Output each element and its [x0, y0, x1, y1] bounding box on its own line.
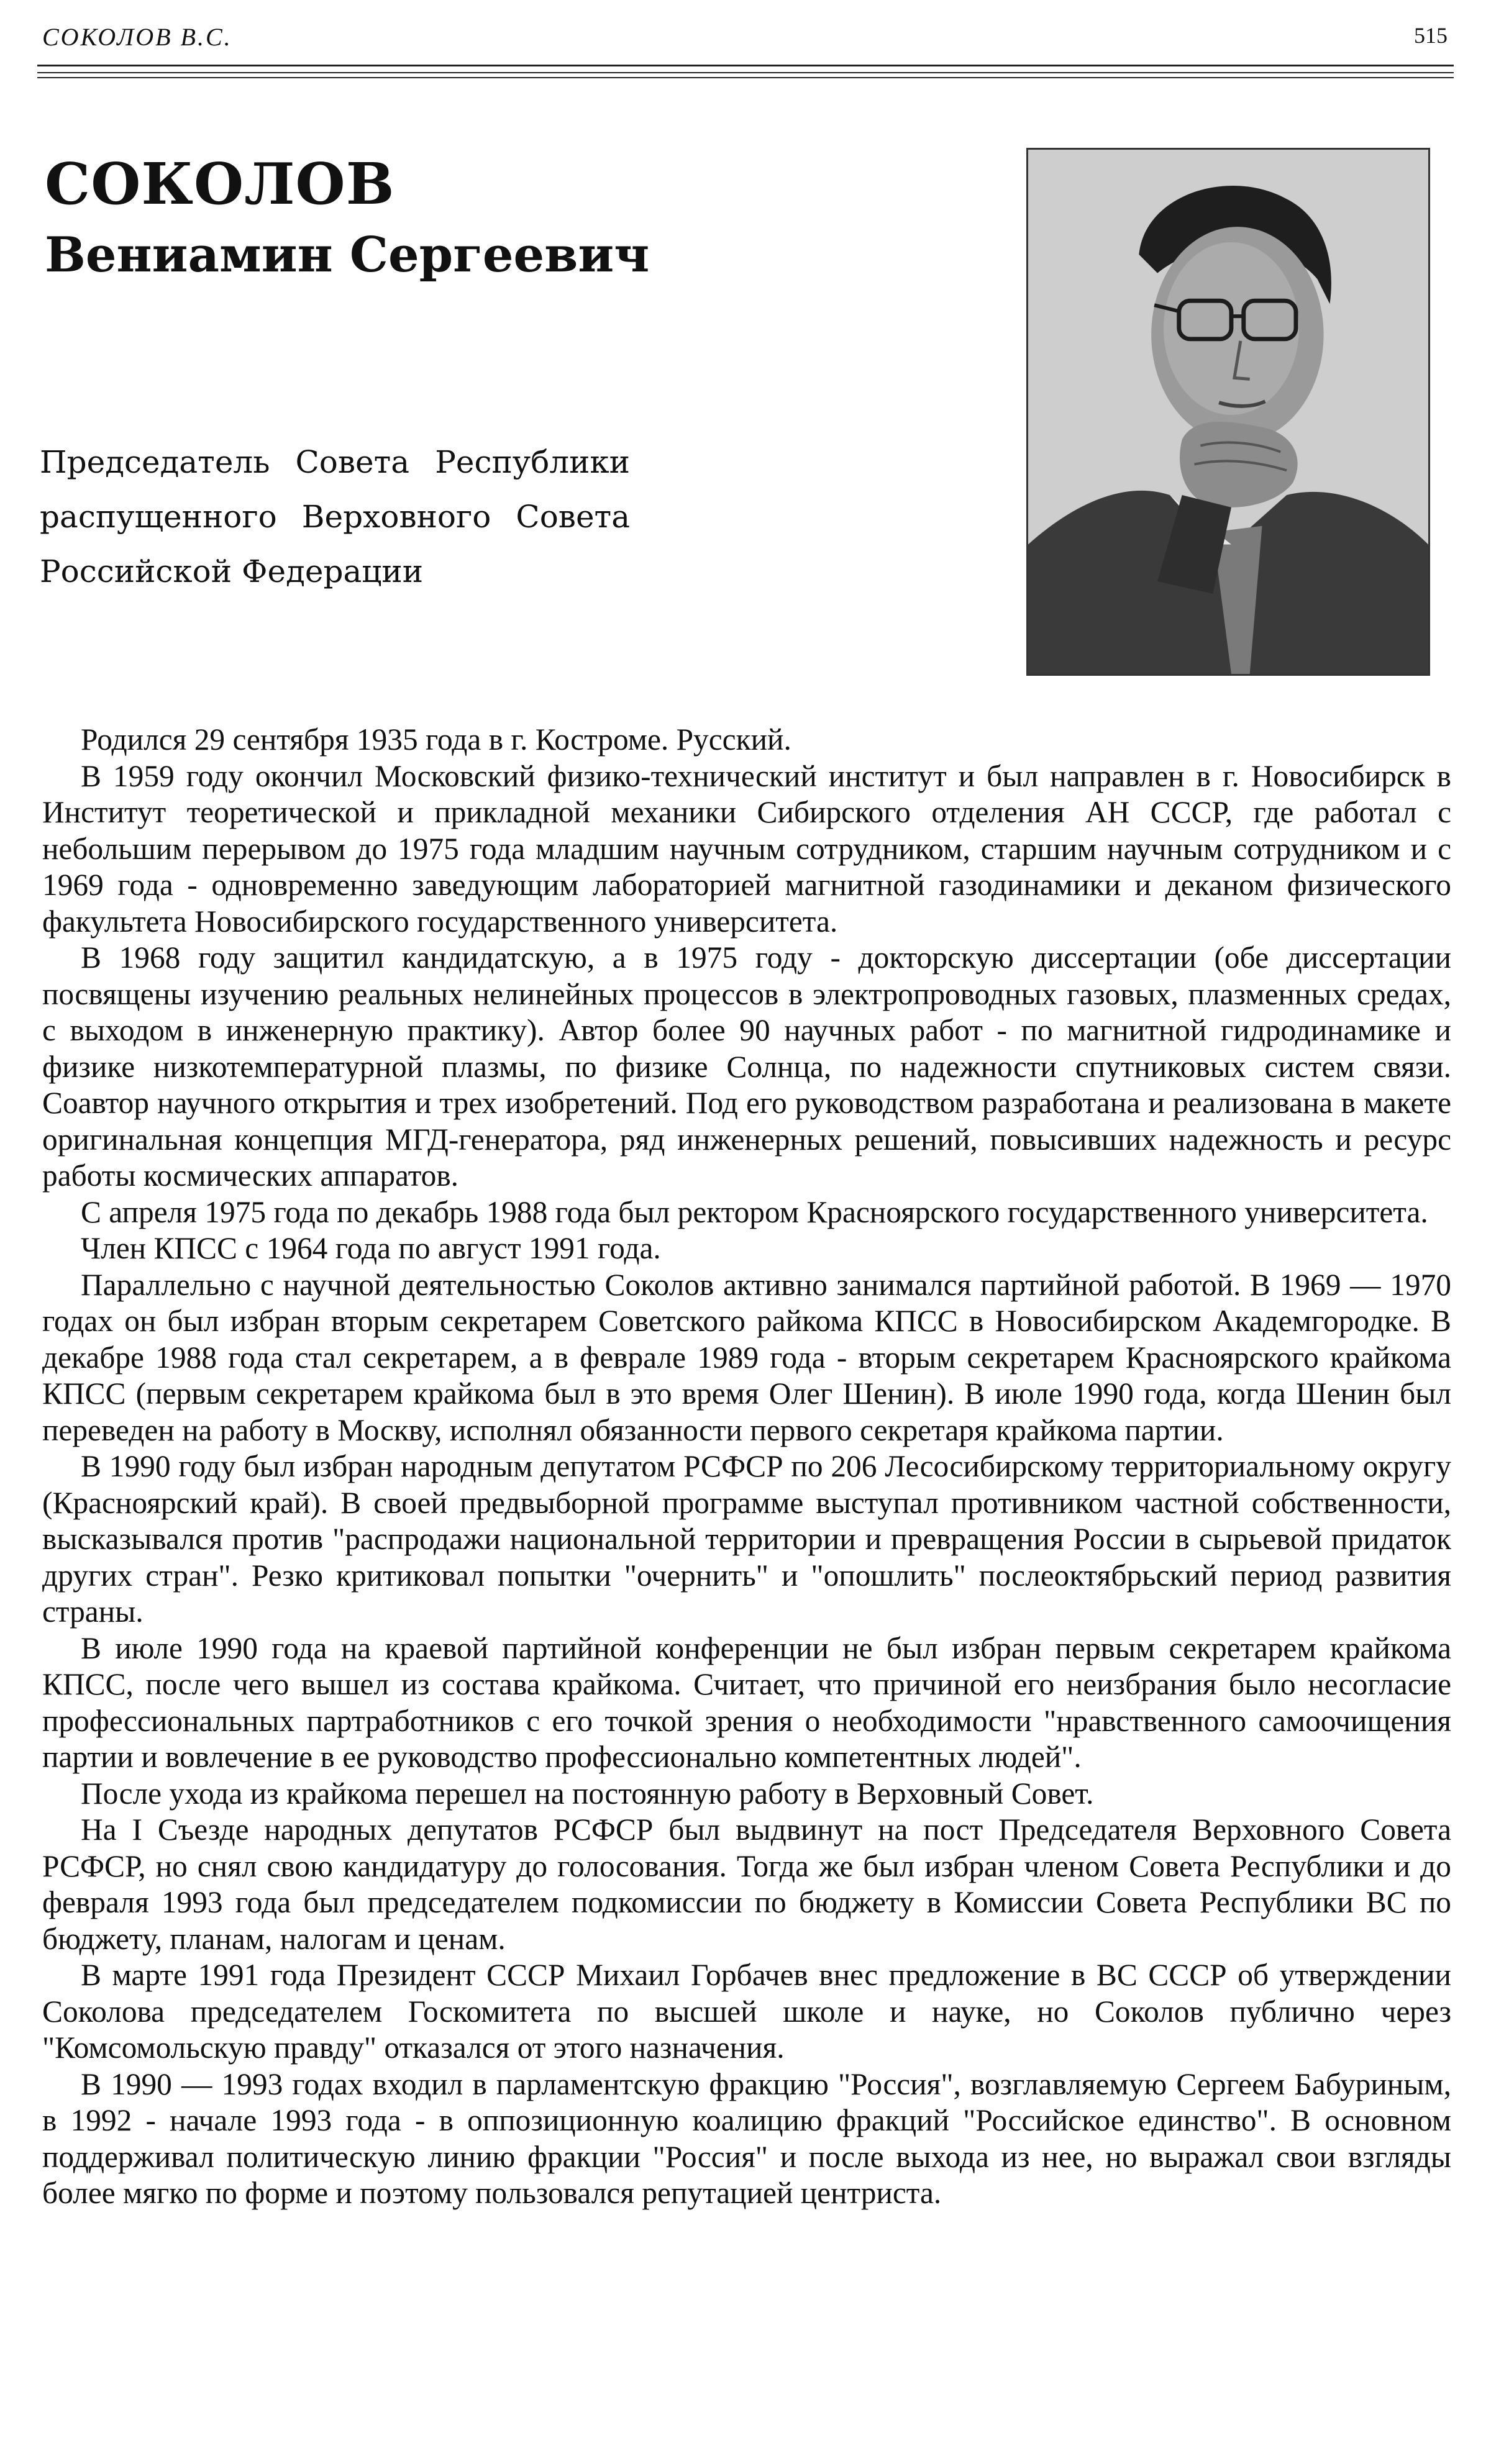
- portrait-illustration: [1028, 150, 1428, 674]
- person-surname: СОКОЛОВ: [45, 150, 395, 217]
- header-rule: [37, 77, 1454, 78]
- header-rule: [37, 65, 1454, 66]
- biography-text: [42, 722, 1451, 2212]
- position-title: [40, 435, 630, 599]
- bio-paragraph: С апреля 1975 года по декабрь 1988 года был ректором Красноярского государственного университета.: [81, 1194, 1428, 1229]
- bio-paragraph: Член КПСС с 1964 года по август 1991 года.: [81, 1231, 661, 1265]
- bio-paragraph: Параллельно с научной деятельностью Соколов активно занимался партийной работой. В 1969 — 1970 годах он был избран вторым секретарем Советского райкома КПСС в Новосибирском Академгородке. В декабре 1988 года стал секретарем, а в феврале 1989 года - вторым секретарем Красноярского крайкома КПСС (первым секретарем крайкома был в это время Олег Шенин). В июле 1990 года, когда Шенин был переведен на работу в Москву, исполнял обязанности первого секретаря крайкома партии.: [42, 1267, 1451, 1447]
- header-rule: [37, 72, 1454, 73]
- position-title-line: Председатель Совета Республики: [40, 444, 630, 480]
- bio-paragraph: Родился 29 сентября 1935 года в г. Костроме. Русский.: [81, 722, 791, 757]
- bio-paragraph: В 1990 году был избран народным депутатом РСФСР по 206 Лесосибирскому территориальному округу (Красноярский край). В своей предвыборной программе выступал противником частной собственности, высказывался против "распродажи национальной территории и превращения России в сырьевой придаток других стран". Резко критиковал попытки "очернить" и "опошлить" послеоктябрьский период развития страны.: [42, 1449, 1451, 1629]
- portrait-photo: [1026, 148, 1430, 676]
- bio-paragraph: После ухода из крайкома перешел на постоянную работу в Верховный Совет.: [81, 1776, 1094, 1811]
- person-given-names: Вениамин Сергеевич: [45, 227, 650, 283]
- bio-paragraph: В марте 1991 года Президент СССР Михаил Горбачев внес предложение в ВС СССР об утверждении Соколова председателем Госкомитета по высшей школе и науке, но Соколов публично через "Комсомольскую правду" отказался от этого назначения.: [42, 1958, 1451, 2065]
- position-title-line: Российской Федерации: [40, 553, 424, 589]
- bio-paragraph: В 1959 году окончил Московский физико-технический институт и был направлен в г. Новосибирск в Институт теоретической и прикладной механики Сибирского отделения АН СССР, где работал с небольшим перерывом до 1975 года младшим научным сотрудником, старшим научным сотрудником и с 1969 года - одновременно заведующим лабораторией магнитной газодинамики и деканом физического факультета Новосибирского государственного университета.: [42, 758, 1451, 939]
- bio-paragraph: В 1990 — 1993 годах входил в парламентскую фракцию "Россия", возглавляемую Сергеем Бабуриным, в 1992 - начале 1993 года - в оппозиционную коалицию фракций "Российское единство". В основном поддерживал политическую линию фракции "Россия" и после выхода из нее, но выражал свои взгляды более мягко по форме и поэтому пользовался репутацией центриста.: [42, 2066, 1451, 2210]
- bio-paragraph: В 1968 году защитил кандидатскую, а в 1975 году - докторскую диссертации (обе диссертации посвящены изучению реальных нелинейных процессов в электропроводных газовых, плазменных средах, с выходом в инженерную практику). Автор более 90 научных работ - по магнитной гидродинамике и физике низкотемпературной плазмы, по физике Солнца, по надежности спутниковых систем связи. Соавтор научного открытия и трех изобретений. Под его руководством разработана и реализована в макете оригинальная концепция МГД-генератора, ряд инженерных решений, повысивших надежность и ресурс работы космических аппаратов.: [42, 940, 1451, 1193]
- bio-paragraph: В июле 1990 года на краевой партийной конференции не был избран первым секретарем крайкома КПСС, после чего вышел из состава крайкома. Считает, что причиной его неизбрания было несогласие профессиональных партработников с его точкой зрения о необходимости "нравственного самоочищения партии и вовлечение в ее руководство профессионально компетентных людей".: [42, 1630, 1451, 1774]
- page-number: 515: [1414, 23, 1448, 48]
- running-head: СОКОЛОВ В.С.: [42, 23, 232, 51]
- bio-paragraph: На I Съезде народных депутатов РСФСР был выдвинут на пост Председателя Верховного Совета РСФСР, но снял свою кандидатуру до голосования. Тогда же был избран членом Совета Республики и до февраля 1993 года был председателем подкомиссии по бюджету в Комиссии Совета Республики ВС по бюджету, планам, налогам и ценам.: [42, 1812, 1451, 1956]
- position-title-line: распущенного Верховного Совета: [40, 499, 630, 535]
